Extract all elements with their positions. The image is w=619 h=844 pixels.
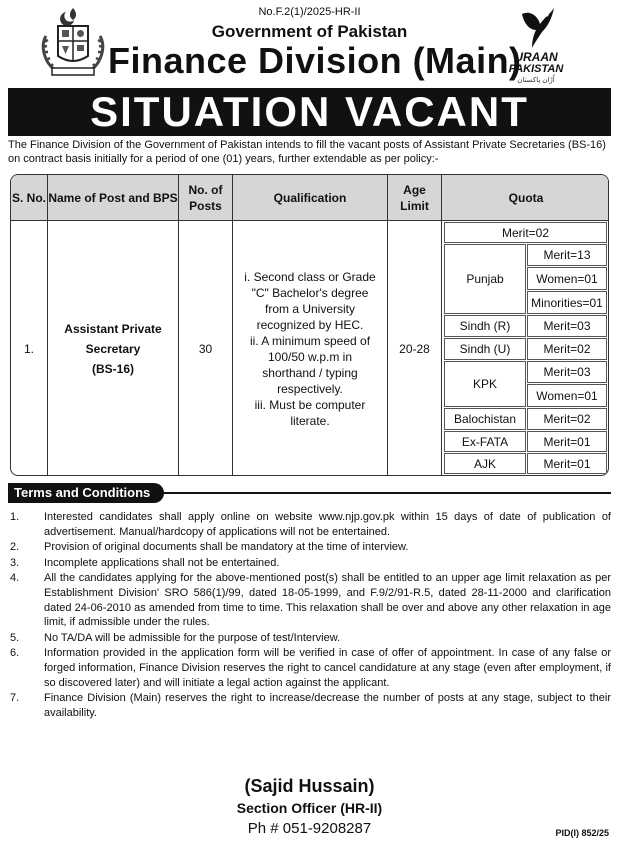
term-number: 7. [10,692,20,705]
qualification-line: from a University [264,302,356,316]
term-number: 2. [10,541,20,554]
term-item [8,571,611,629]
term-number: 1. [10,511,20,523]
pid-number: PID(I) 852/25 [555,828,609,838]
term-item [8,631,611,646]
quota-value: Women=01 [527,384,607,407]
signatory-phone: Ph # 051-9208287 [247,820,372,837]
post-name-line1: Assistant Private [64,322,162,336]
header-posts: No. of Posts [179,175,233,221]
term-item [8,691,611,720]
quota-value: Minorities=01 [527,291,607,314]
terms-list [8,510,611,721]
term-number: 6. [10,647,20,660]
term-number: 5. [10,631,20,644]
terms-heading: Terms and Conditions [8,483,164,503]
term-text: Finance Division (Main) reserves the right to increase/decrease the number of posts at any stage, subject to their availability. [44,692,611,719]
quota-province-sindh-u: Sindh (U) [444,338,526,360]
table-header [11,175,609,221]
quota-province-sindh-r: Sindh (R) [444,315,526,337]
quota-merit-top: Merit=02 [444,222,607,243]
quota-province-balochistan: Balochistan [444,408,526,430]
header-age: Age Limit [388,175,442,221]
qualification-line: i. Second class or Grade [244,270,376,284]
term-text: No TA/DA will be admissible for the purpose of test/Interview. [44,631,341,644]
post-name-line3: (BS-16) [91,362,134,376]
signatory-name: (Sajid Hussain) [244,776,375,796]
quota-value: Merit=01 [527,431,607,452]
signatory-title: Section Officer (HR-II) [236,800,383,816]
quota-value: Merit=13 [527,244,607,266]
term-text: Information provided in the application form will be verified in case of offer of appointment. In case of any false or forged information, Finance Division reserves the right to cancel candidature at any stage (even after employment, if so discovered later) and will initiate a legal action against the applicant. [44,647,611,689]
falcon-icon [516,6,556,50]
cell-age: 20-28 [388,221,442,476]
cell-posts: 30 [179,221,233,476]
reference-number: No.F.2(1)/2025-HR-II [258,6,361,18]
qualification-line: iii. Must be computer [254,398,366,412]
qualification-line: ii. A minimum speed of [249,334,371,348]
term-item [8,540,611,555]
government-title: Government of Pakistan [211,22,408,41]
term-text: Interested candidates shall apply online on website www.njp.gov.pk within 15 days of date of publication of advertisement. Manual/hardcopy of applications will not be entertained. [44,511,611,538]
quota-value: Merit=03 [527,361,607,383]
qualification-line: literate. [290,414,330,428]
header-sno: S. No. [11,175,48,221]
post-name-line2: Secretary [85,342,141,356]
uraan-line2: PAKISTAN [508,63,564,75]
term-item [8,510,611,539]
uraan-line1: URAAN [514,50,558,64]
quota-province-exfata: Ex-FATA [444,431,526,452]
term-number: 3. [10,556,20,569]
cell-sno: 1. [11,221,48,476]
qualification-line: shorthand / typing [262,366,358,380]
quota-value: Merit=01 [527,453,607,474]
term-item [8,646,611,690]
uraan-tagline: اُڑان پاکستان [517,77,555,84]
quota-province-ajk: AJK [444,453,526,474]
quota-value: Women=01 [527,267,607,290]
intro-paragraph: The Finance Division of the Government of Pakistan intends to fill the vacant posts of Assistant Private Secretaries (BS-16) on contract basis initially for a period of one (01) years, further extendable as per policy:- [8,139,606,165]
term-text: Incomplete applications shall not be entertained. [44,556,280,569]
qualification-line: recognized by HEC. [256,318,364,332]
vacancy-table [10,174,609,476]
qualification-line: 100/50 w.p.m in [267,350,353,364]
quota-value: Merit=02 [527,408,607,430]
uraan-pakistan-logo [496,6,576,88]
letterhead [0,0,619,90]
term-text: All the candidates applying for the above-mentioned post(s) shall be entitled to an upper age limit relaxation as per Establishment Division' SRO 586(1)/99, dated 18-05-1999, and F.9/2/91-R.5, dated 28-11-2000 and clarification dated 24-06-2010 as amended from time to time. This relaxation shall be over and above any other relaxation in age limit, if admissible under the rules. [44,572,611,629]
qualification-line: "C" Bachelor's degree [251,286,369,300]
header-quota: Quota [508,191,544,205]
header-qualification: Qualification [233,175,388,221]
quota-value: Merit=03 [527,315,607,337]
header-post: Name of Post and BPS [48,175,179,221]
cell-post [48,221,179,476]
term-item [8,556,611,571]
term-text: Provision of original documents shall be mandatory at the time of interview. [44,541,409,554]
term-number: 4. [10,572,20,585]
quota-value: Merit=02 [527,338,607,360]
qualification-line: respectively. [277,382,343,396]
situation-vacant-banner: SITUATION VACANT [8,88,611,136]
cell-qualification [233,221,388,476]
division-title: Finance Division (Main) [108,40,522,81]
quota-province-punjab: Punjab [444,244,526,314]
quota-province-kpk: KPK [444,361,526,407]
